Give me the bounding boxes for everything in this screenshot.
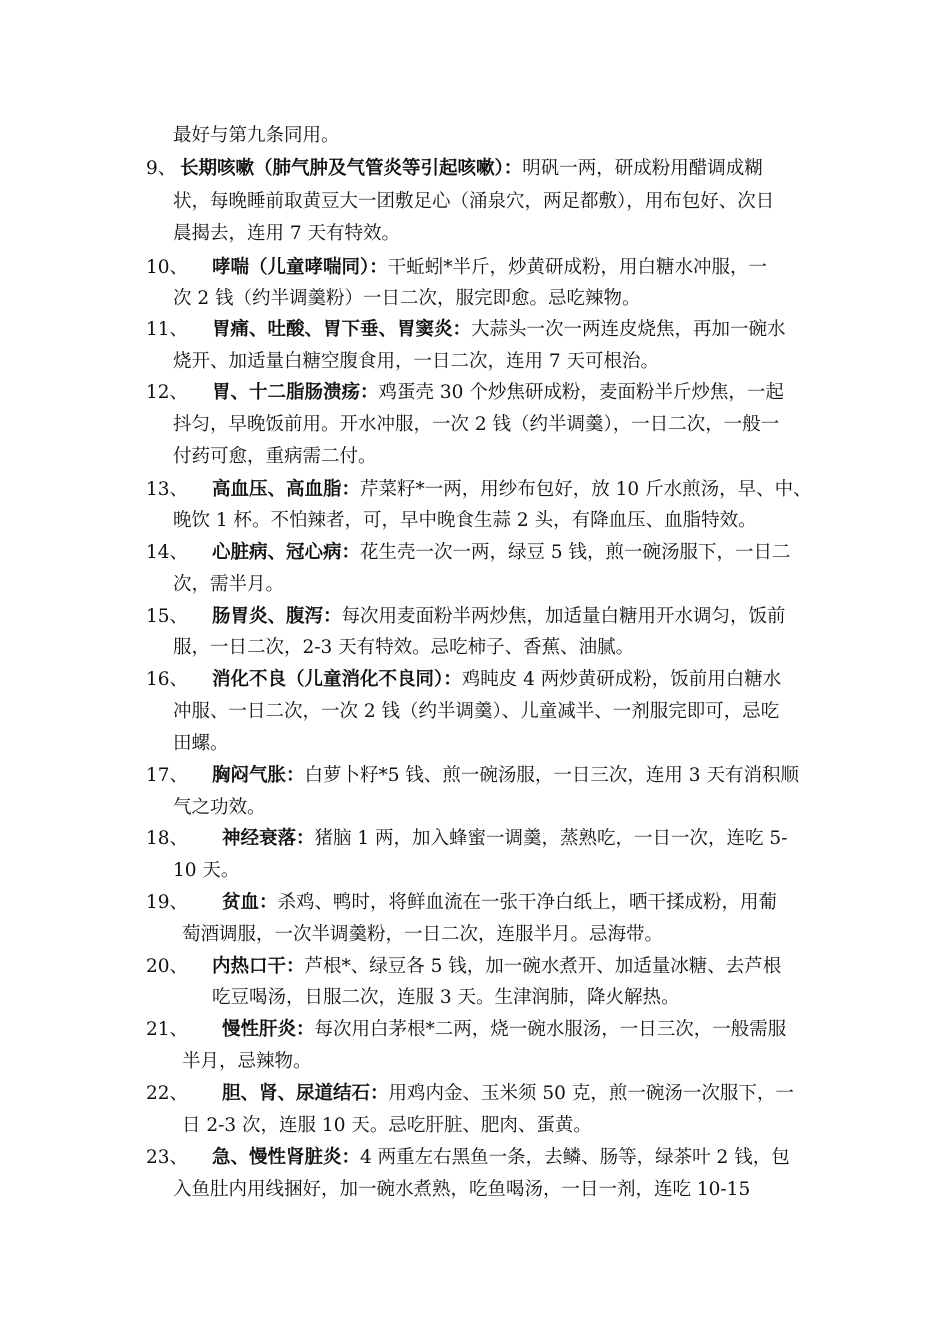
item-text: 白萝卜籽*5 钱、煎一碗汤服，一日三次，连用 3 天有消积顺 [304,765,799,786]
item-number: 20、 [146,956,189,977]
item-title: 长期咳嗽（肺气肿及气管炎等引起咳嗽）： [180,158,523,179]
item-continuation: 萄酒调服，一次半调羹粉，一日二次，连服半月。忌海带。 [182,924,664,945]
item-text: 每次用白茅根*二两，烧一碗水服汤，一日三次，一般需服 [314,1019,787,1040]
item-continuation: 付药可愈，重病需二付。 [173,446,377,467]
item-text: 4 两重左右黑鱼一条，去鳞、肠等，绿茶叶 2 钱，包 [360,1147,790,1168]
intro-line: 最好与第九条同用。 [173,125,340,146]
item-title: 急、慢性肾脏炎： [212,1147,361,1168]
item-number: 17、 [146,765,189,786]
item-title: 慢性肝炎： [222,1019,315,1040]
item-text: 用鸡内金、玉米须 50 克，煎一碗汤一次服下，一 [388,1083,794,1104]
item-title: 胆、肾、尿道结石： [222,1083,389,1104]
item-first-line [222,1082,794,1106]
item-title: 胃痛、吐酸、胃下垂、胃窦炎： [212,319,472,340]
item-continuation: 半月，忌辣物。 [182,1051,312,1072]
item-text: 每次用麦面粉半两炒焦，加适量白糖用开水调匀，饭前 [341,606,786,627]
item-title: 内热口干： [212,956,305,977]
item-text: 花生壳一次一两，绿豆 5 钱，煎一碗汤服下，一日二 [360,542,791,563]
item-first-line [212,256,767,280]
item-continuation: 烧开、加适量白糖空腹食用，一日二次，连用 7 天可根治。 [173,351,660,372]
item-number: 19、 [146,892,189,913]
item-continuation: 冲服、一日二次，一次 2 钱（约半调羹）、儿童减半、一剂服完即可，忌吃 [173,701,780,722]
item-first-line [212,955,781,979]
item-text: 芦根*、绿豆各 5 钱，加一碗水煮开、加适量冰糖、去芦根 [304,956,782,977]
item-continuation: 晚饮 1 杯。不怕辣者，可，早中晚食生蒜 2 头，有降血压、血脂特效。 [173,510,757,531]
item-first-line [180,157,763,181]
item-number: 16、 [146,669,189,690]
item-continuation: 气之功效。 [173,797,266,818]
item-continuation: 次 2 钱（约半调羹粉）一日二次，服完即愈。忌吃辣物。 [173,288,641,309]
item-title: 肠胃炎、腹泻： [212,606,342,627]
item-continuation: 日 2-3 次，连服 10 天。忌吃肝脏、肥肉、蛋黄。 [182,1115,592,1136]
item-first-line [212,541,791,565]
item-number: 21、 [146,1019,189,1040]
item-number: 23、 [146,1147,189,1168]
item-first-line [212,605,786,629]
item-first-line [212,318,786,342]
item-continuation: 田螺。 [173,733,229,754]
item-first-line [212,764,799,788]
item-number: 13、 [146,479,189,500]
item-title: 贫血： [222,892,278,913]
item-number: 9、 [146,158,177,179]
item-number: 14、 [146,542,189,563]
item-text: 大蒜头一次一两连皮烧焦，再加一碗水 [471,319,786,340]
item-number: 10、 [146,257,189,278]
item-title: 心脏病、冠心病： [212,542,361,563]
item-text: 鸡盹皮 4 两炒黄研成粉，饭前用白糖水 [461,669,782,690]
item-number: 11、 [146,319,189,340]
item-number: 22、 [146,1083,189,1104]
item-first-line [222,827,787,851]
item-first-line [222,1018,786,1042]
item-title: 神经衰落： [222,828,315,849]
item-first-line [212,381,784,405]
item-title: 胸闷气胀： [212,765,305,786]
item-first-line [212,668,781,692]
item-first-line [212,478,812,502]
item-text: 鸡蛋壳 30 个炒焦研成粉，麦面粉半斤炒焦，一起 [378,382,784,403]
item-number: 15、 [146,606,189,627]
item-first-line [222,891,777,915]
item-continuation: 入鱼肚内用线捆好，加一碗水煮熟，吃鱼喝汤，一日一剂，连吃 10-15 [173,1179,751,1200]
item-title: 高血压、高血脂： [212,479,361,500]
item-text: 明矾一两，研成粉用醋调成糊 [522,158,763,179]
item-text: 猪脑 1 两，加入蜂蜜一调羹，蒸熟吃，一日一次，连吃 5- [314,828,788,849]
item-continuation: 状，每晚睡前取黄豆大一团敷足心（涌泉穴，两足都敷），用布包好、次日 [173,191,775,212]
item-number: 18、 [146,828,189,849]
item-text: 芹菜籽*一两，用纱布包好，放 10 斤水煎汤，早、中、 [360,479,812,500]
item-first-line [212,1146,790,1170]
item-text: 杀鸡、鸭时，将鲜血流在一张干净白纸上，晒干揉成粉，用葡 [277,892,778,913]
item-title: 哮喘（儿童哮喘同）： [212,257,388,278]
item-continuation: 抖匀，早晚饭前用。开水冲服，一次 2 钱（约半调羹），一日二次，一般一 [173,414,780,435]
item-continuation: 服，一日二次，2-3 天有特效。忌吃柿子、香蕉、油腻。 [173,637,635,658]
item-number: 12、 [146,382,189,403]
item-title: 消化不良（儿童消化不良同）： [212,669,462,690]
item-continuation: 吃豆喝汤，日服二次，连服 3 天。生津润肺，降火解热。 [212,987,680,1008]
item-text: 干蚯蚓*半斤，炒黄研成粉，用白糖水冲服，一 [387,257,768,278]
item-title: 胃、十二脂肠溃疡： [212,382,379,403]
item-continuation: 晨揭去，连用 7 天有特效。 [173,223,401,244]
item-continuation: 次，需半月。 [173,574,285,595]
item-continuation: 10 天。 [173,860,240,881]
